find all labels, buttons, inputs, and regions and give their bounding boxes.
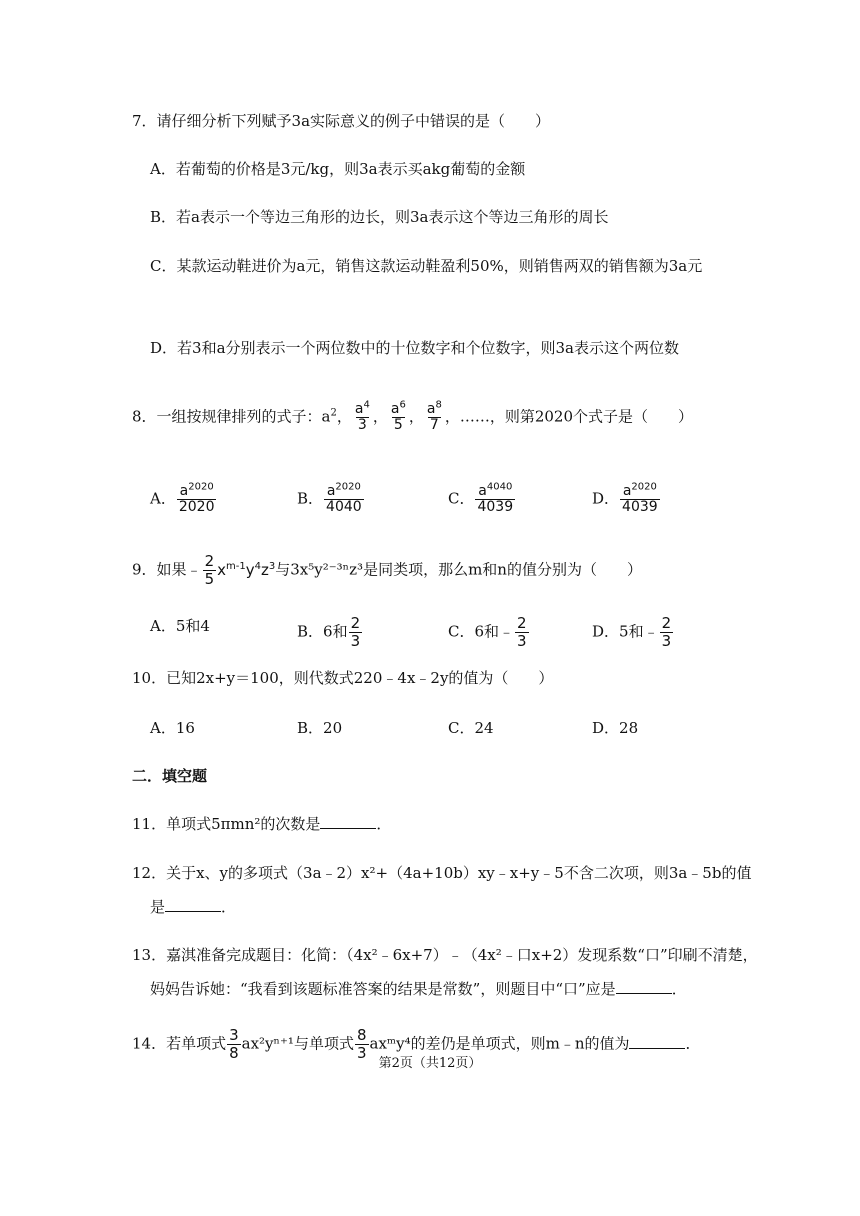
answer-blank [320, 814, 376, 829]
q7-option-b: B．若a表示一个等边三角形的边长，则3a表示这个等边三角形的周长 [150, 208, 609, 226]
q14-stem: 14．若单项式 $\frac{3}{8}$ ax²yⁿ⁺¹与单项式 $\frac{8}{3}$ axᵐy⁴的差仍是单项式，则m﹣n的值为 ． [132, 1026, 701, 1062]
q13-line2: 妈妈告诉她：“我看到该题标准答案的结果是常数”，则题目中“口”应是 ． [150, 980, 687, 998]
q7-option-d: D．若3和a分别表示一个两位数中的十位数字和个位数字，则3a表示这个两位数 [150, 339, 680, 357]
q9-option-a: A．5和4 [150, 617, 210, 635]
q8-term-2: $\frac{a^6}{5}$ [390, 399, 406, 433]
q10-option-c: C．24 [448, 719, 494, 737]
q9-option-b: B．6和 $\frac{2}{3}$ [297, 614, 361, 650]
q10-stem: 10．已知2x+y＝100，则代数式220﹣4x﹣2y的值为（ ） [132, 669, 554, 687]
q8-term-1: $\frac{a^4}{3}$ [354, 399, 370, 433]
q8-option-d: D． $\frac{a^{2020}}{4039}$ [592, 481, 658, 515]
q8-stem-prefix: 8．一组按规律排列的式子：a [132, 407, 331, 426]
q13-line1: 13．嘉淇准备完成题目：化简：（4x²﹣6x+7）﹣（4x²﹣口x+2）发现系数“口”印刷不清楚， [132, 946, 758, 964]
q8-option-b: B． $\frac{a^{2020}}{4040}$ [297, 481, 362, 515]
answer-blank [616, 979, 672, 994]
q10-option-b: B．20 [297, 719, 343, 737]
q9-fraction: $\frac{2}{5}$ [204, 552, 215, 588]
page-footer: 第2页（共12页） [378, 1056, 482, 1071]
q10-option-a: A．16 [150, 719, 195, 737]
q9-stem: 9．如果﹣ $\frac{2}{5}$ $x^{m-1}y^4z^3$与3x⁵y²⁻³ⁿz³是同类项，那么m和n的值分别为（ ） [132, 552, 642, 588]
q14-fraction-1: $\frac{3}{8}$ [229, 1026, 239, 1062]
q12-line1: 12．关于x、y的多项式（3a﹣2）x²+（4a+10b）xy﹣x+y﹣5不含二次项，则3a﹣5b的值 [132, 864, 752, 882]
q8-stem: 8．一组按规律排列的式子：$a^2$， $\frac{a^4}{3}$ ， $\frac{a^6}{5}$ ， $\frac{a^8}{7}$ ，……，则第2020个式子是（ ） [132, 399, 694, 433]
q9-prefix: 9．如果 [132, 560, 187, 579]
q7-option-c: C．某款运动鞋进价为a元，销售这款运动鞋盈利50%，则销售两双的销售额为3a元 [150, 257, 703, 275]
q7-stem: 7．请仔细分析下列赋予3a实际意义的例子中错误的是（ ） [132, 112, 551, 130]
q7-option-a: A．若葡萄的价格是3元/kg，则3a表示买akg葡萄的金额 [150, 160, 526, 178]
q8-option-c: C． $\frac{a^{4040}}{4039}$ [448, 481, 514, 515]
q12-line2: 是 ． [150, 898, 237, 916]
q8-term-3: $\frac{a^8}{7}$ [426, 399, 442, 433]
q14-fraction-2: $\frac{8}{3}$ [356, 1026, 367, 1062]
q9-option-c: C．6和﹣ $\frac{2}{3}$ [448, 614, 527, 650]
q9-option-d: D．5和﹣ $\frac{2}{3}$ [592, 614, 672, 650]
q9-mid: 与3x⁵y²⁻³ⁿz³是同类项，那么m和n的值分别为（ ） [275, 560, 642, 579]
q11-stem: 11．单项式5πmn²的次数是 ． [132, 815, 392, 833]
answer-blank [165, 897, 221, 912]
section-title: 二．填空题 [132, 767, 208, 785]
q10-option-d: D．28 [592, 719, 639, 737]
answer-blank [629, 1034, 685, 1049]
q8-stem-suffix: ，……，则第2020个式子是（ ） [444, 407, 694, 426]
q8-option-a: A． $\frac{a^{2020}}{2020}$ [150, 481, 215, 515]
